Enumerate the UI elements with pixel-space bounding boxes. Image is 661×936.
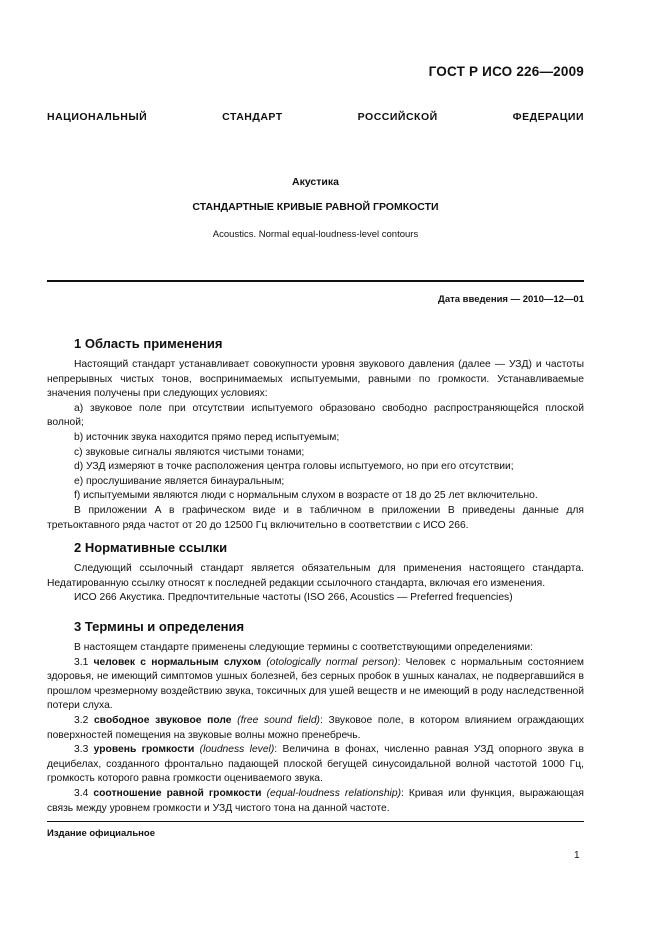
section-1-intro: Настоящий стандарт устанавливает совокупности уровня звукового давления (далее — УЗД) и частоты непрерывных чистых тонов, воспринимаемых испытуемыми, равными по громкости. Устанавливаемые значения получены при следующих условиях: (47, 359, 584, 400)
section-2-body (47, 562, 584, 606)
list-item: c) звуковые сигналы являются чистыми тонами; (74, 446, 305, 458)
document-code: ГОСТ Р ИСО 226—2009 (428, 64, 584, 79)
term-definition (47, 787, 584, 816)
section-2-paragraph: Следующий ссылочный стандарт является обязательным для применения настоящего стандарта. Недатированную ссылку относят к последней редакции ссылочного стандарта, включая его изменения. (47, 563, 584, 589)
term-number: 3.2 (74, 714, 94, 726)
section-3-intro: В настоящем стандарте применены следующие термины с соответствующими определениями: (74, 642, 534, 653)
term-english: (otologically normal person) (266, 656, 398, 668)
term-number: 3.1 (74, 656, 94, 668)
header-divider (47, 280, 584, 282)
list-item: а) звуковое поле при отсутствии испытуемого образовано свободно распространяющейся плоской волной; (47, 402, 584, 429)
document-subject: Акустика (292, 176, 339, 188)
list-item: d) УЗД измеряют в точке расположения центра головы испытуемого, но при его отсутствии; (74, 461, 514, 473)
list-item: b) источник звука находится прямо перед испытуемым; (74, 431, 340, 443)
term-english: (equal-loudness relationship) (266, 787, 401, 799)
term-name: уровень громкости (93, 744, 195, 756)
term-english: (free sound field) (237, 714, 320, 726)
section-2-reference: ИСО 266 Акустика. Предпочтительные частоты (ISO 266, Acoustics — Preferred frequencies) (74, 592, 513, 604)
section-3-body (47, 641, 584, 816)
term-number: 3.3 (74, 744, 94, 756)
term-definition (47, 743, 584, 787)
term-definition (47, 656, 584, 714)
footer-divider (47, 821, 584, 822)
term-text: : Звуковое поле, в котором влиянием ограждающих поверхностей помещения на звуковые волны можно пренебречь. (47, 714, 584, 741)
section-1-body (47, 358, 584, 533)
term-name: свободное звуковое поле (93, 714, 232, 726)
list-item: e) прослушивание является бинауральным; (74, 475, 285, 487)
section-2-heading: 2 Нормативные ссылки (74, 540, 228, 555)
document-title-en: Acoustics. Normal equal-loudness-level contours (212, 229, 419, 240)
term-name: человек с нормальным слухом (93, 656, 262, 668)
section-1-closing: В приложении А в графическом виде и в табличном в приложении В приведены данные для третьоктавного ряда частот от 20 до 12500 Гц включительно в соответствии с ИСО 266. (47, 504, 584, 531)
term-name: соотношение равной громкости (93, 787, 262, 799)
list-item: f) испытуемыми являются люди с нормальным слухом в возрасте от 18 до 25 лет включительно. (74, 490, 538, 502)
document-title-ru: СТАНДАРТНЫЕ КРИВЫЕ РАВНОЙ ГРОМКОСТИ (192, 201, 439, 213)
section-3-heading: 3 Термины и определения (74, 619, 245, 634)
introduction-date: Дата введения — 2010—12—01 (438, 294, 584, 305)
section-1-heading: 1 Область применения (74, 336, 223, 351)
term-number: 3.4 (74, 787, 94, 799)
term-text: : Кривая или функция, выражающая связь между уровнем громкости и УЗД чистого тона на данной частоте. (47, 787, 584, 814)
edition-label: Издание официальное (47, 828, 155, 839)
page-number: 1 (574, 850, 580, 861)
term-text: : Человек с нормальным состоянием здоровья, не имеющий симптомов ушных болезней, без серных пробок в ушных каналах, не подвергавшийся в прошлом чрезмерному воздействию звука, токсичных для ушей веществ и не имеющий в роду наследственной потери слуха. (47, 656, 584, 712)
term-definition (47, 714, 584, 743)
term-english: (loudness level) (199, 744, 275, 756)
term-text: : Величина в фонах, численно равная УЗД опорного звука в децибелах, созданного фронтально падающей плоской бегущей синусоидальной волной частотой 1000 Гц, громкость которого равна громкости оцениваемого звука. (47, 744, 584, 785)
national-standard-banner: НАЦИОНАЛЬНЫЙ СТАНДАРТ РОССИЙСКОЙ ФЕДЕРАЦИИ (47, 111, 584, 123)
